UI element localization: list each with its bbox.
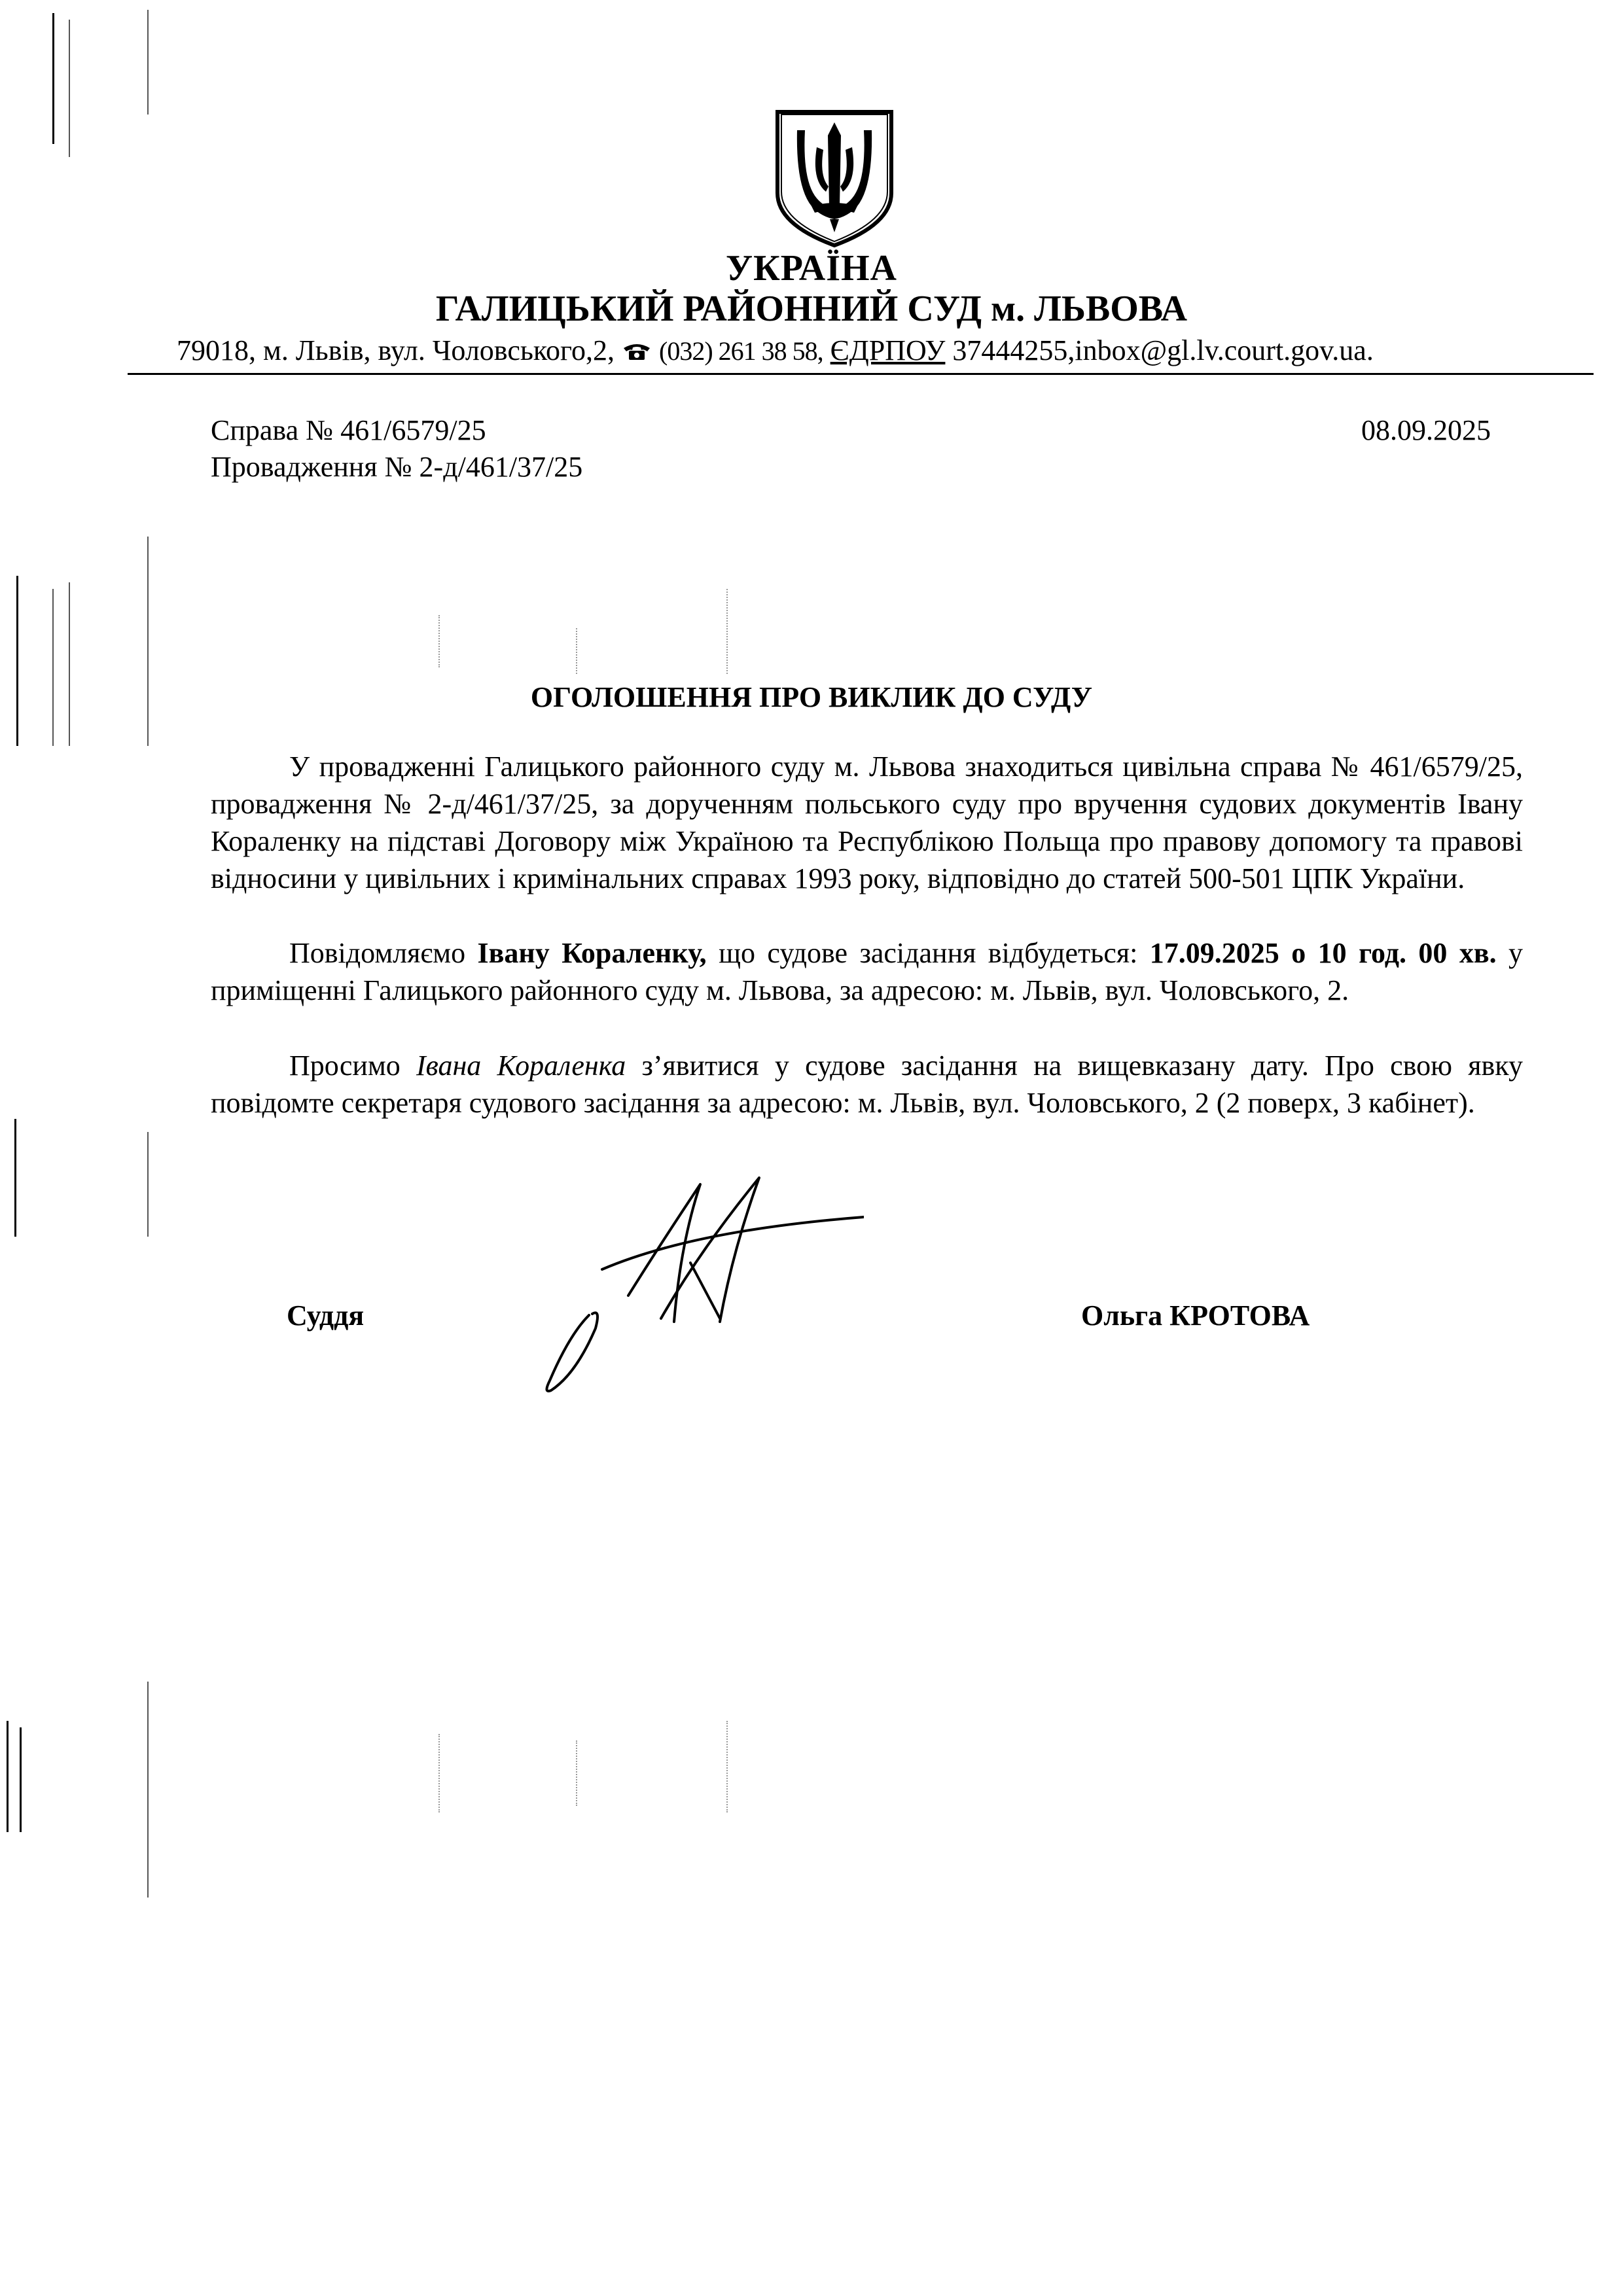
ukraine-trident-emblem-icon [772,108,897,249]
header-divider [128,373,1594,375]
phone-icon [622,342,652,361]
document-title: ОГОЛОШЕННЯ ПРО ВИКЛИК ДО СУДУ [530,681,1093,713]
court-contacts [177,334,1584,367]
addressee-name: Івану Кораленку, [477,937,707,969]
court-phone: (032) 261 38 58, [659,336,823,366]
scan-artifact [576,628,579,674]
scan-artifact [147,1682,149,1898]
paragraph-hearing-notice [211,934,1523,1009]
scan-artifact [147,537,149,746]
addressee-name-italic: Івана Кораленка [416,1050,626,1082]
country-heading: УКРАЇНА [726,248,897,289]
paragraph-text: Просимо [289,1050,417,1082]
edrpou-email: 37444255,inbox@gl.lv.court.gov.ua. [952,334,1374,366]
paragraph-text: що судове засідання відбудеться: [706,937,1150,969]
scan-artifact [147,10,149,115]
paragraph-text: Повідомляємо [289,937,478,969]
scan-artifact [52,589,54,746]
scan-artifact [16,576,18,746]
scan-artifact [438,1734,441,1812]
scan-artifact [147,1132,149,1237]
court-name-heading: ГАЛИЦЬКИЙ РАЙОННИЙ СУД м. ЛЬВОВА [435,289,1188,329]
scan-artifact [14,1119,16,1237]
scan-artifact [576,1740,579,1806]
scan-artifact [7,1721,9,1832]
document-date: 08.09.2025 [1361,414,1491,446]
paragraph-text: з’явитися у судове засідання на вищевказану дату. Про свою явку повідомте секретаря судового засідання за адресою: м. Львів, вул. Чоловського, 2 (2 поверх, 3 кабінет). [211,1050,1523,1119]
judge-title: Суддя [287,1299,365,1332]
case-number: Справа № 461/6579/25 [211,414,486,446]
scan-artifact [726,1721,729,1812]
scan-artifact [438,615,441,667]
paragraph-text: У провадженні Галицького районного суду м. Львова знаходиться цивільна справа № 461/6579/25, провадження № 2-д/461/37/25, за дорученням польського суду про вручення судових документів Івану Кораленку на підставі Договору між Україною та Республікою Польща про правову допомогу та правові відносини у цивільних і кримінальних справах 1993 року, відповідно до статей 500-501 ЦПК України. [211,751,1523,894]
proceeding-number: Провадження № 2-д/461/37/25 [211,451,583,483]
paragraph-text: у приміщенні Галицького районного суду м. Львова, за адресою: м. Львів, вул. Чоловського, 2. [211,937,1524,1006]
scan-artifact [726,589,729,674]
hearing-datetime: 17.09.2025 о 10 год. 00 хв. [1149,937,1497,969]
scan-artifact [20,1727,22,1832]
judge-name: Ольга КРОТОВА [1081,1299,1310,1332]
edrpou-label: ЄДРПОУ [830,334,946,366]
scan-artifact [69,582,70,746]
scan-artifact [69,20,70,157]
scan-artifact [52,13,54,144]
court-address: 79018, м. Львів, вул. Чоловського,2, [177,334,615,366]
handwritten-signature-icon [524,1165,864,1400]
paragraph-case-info [211,748,1523,897]
paragraph-appearance-request [211,1047,1523,1122]
